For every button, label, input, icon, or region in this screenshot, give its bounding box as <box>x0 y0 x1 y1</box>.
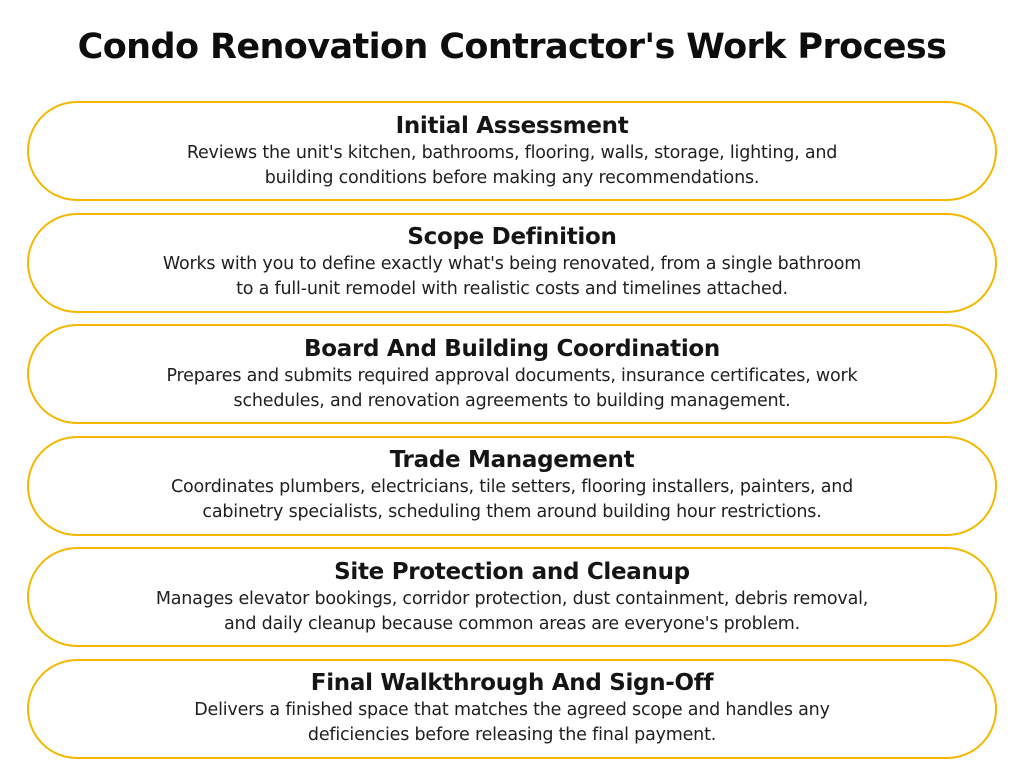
step-title: Final Walkthrough And Sign-Off <box>310 670 714 697</box>
step-title: Board And Building Coordination <box>304 335 720 362</box>
step-description: Manages elevator bookings, corridor protection, dust containment, debris removal, and daily cleanup because common areas are everyone's problem. <box>155 588 869 634</box>
page-title: Condo Renovation Contractor's Work Process <box>77 27 947 67</box>
step-board-building-coordination <box>27 324 997 424</box>
step-description: Reviews the unit's kitchen, bathrooms, flooring, walls, storage, lighting, and building conditions before making any recommendations. <box>186 142 838 188</box>
step-title: Site Protection and Cleanup <box>334 558 690 585</box>
step-description: Prepares and submits required approval documents, insurance certificates, work schedules, and renovation agreements to building management. <box>166 365 858 411</box>
step-initial-assessment <box>27 101 997 201</box>
step-scope-definition <box>27 213 997 313</box>
step-description: Works with you to define exactly what's being renovated, from a single bathroom to a full-unit remodel with realistic costs and timelines attached. <box>162 254 862 300</box>
step-final-walkthrough-signoff <box>27 659 997 759</box>
step-title: Trade Management <box>389 447 635 474</box>
step-description: Coordinates plumbers, electricians, tile setters, flooring installers, painters, and cabinetry specialists, scheduling them around building hour restrictions. <box>170 477 854 523</box>
step-site-protection-cleanup <box>27 547 997 647</box>
process-steps-list <box>27 101 997 759</box>
step-title: Scope Definition <box>407 224 617 251</box>
step-description: Delivers a finished space that matches the agreed scope and handles any deficiencies before releasing the final payment. <box>194 700 830 746</box>
step-title: Initial Assessment <box>395 112 629 139</box>
step-trade-management <box>27 436 997 536</box>
